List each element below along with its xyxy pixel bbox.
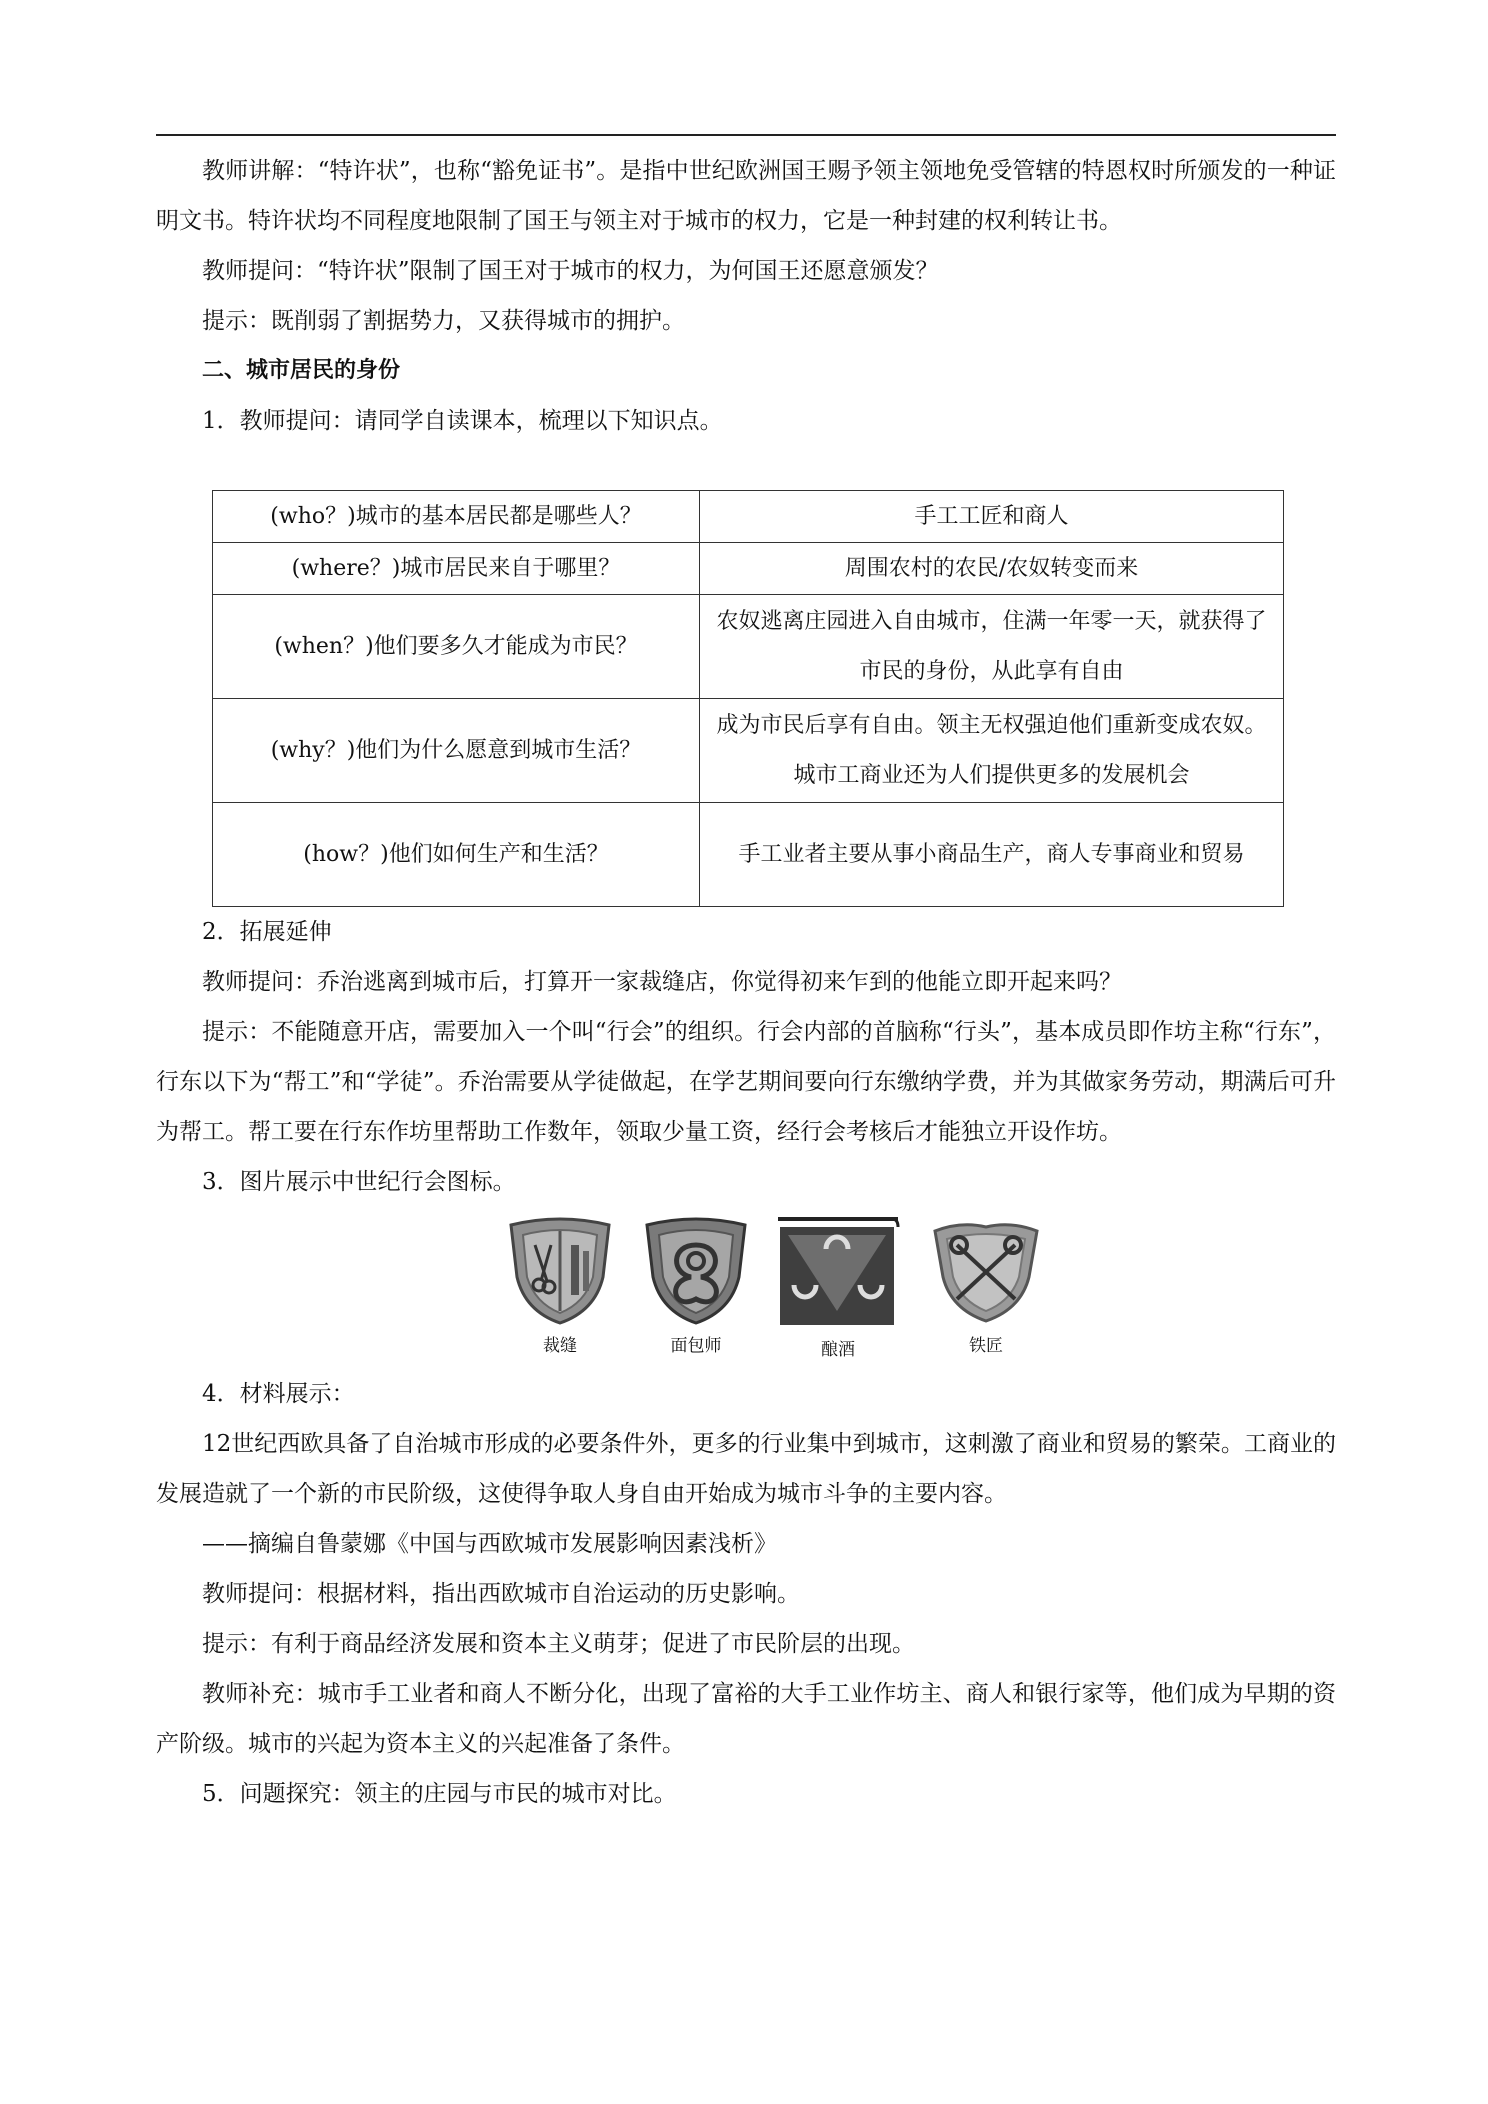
- guild-emblem-brewer: [774, 1215, 902, 1363]
- brewer-sign-icon: [774, 1215, 902, 1331]
- paragraph-teacher-supplement: 教师补充：城市手工业者和商人不断分化，出现了富裕的大手工业作坊主、商人和银行家等，他们成为早期的资产阶级。城市的兴起为资本主义的兴起准备了条件。: [156, 1681, 1336, 1757]
- guild-emblem-blacksmith: [924, 1215, 1048, 1359]
- spacer: [156, 446, 1336, 482]
- table-row: [213, 595, 1284, 699]
- material-source: ——摘编自鲁蒙娜《中国与西欧城市发展影响因素浅析》: [202, 1531, 777, 1557]
- tailor-shield-icon: [505, 1215, 615, 1327]
- table-row: [213, 491, 1284, 543]
- guild-emblem-tailor: [498, 1215, 622, 1359]
- guild-emblem-baker: [634, 1215, 758, 1359]
- table-cell-answer: 手工工匠和商人: [700, 491, 1284, 543]
- table-row: [213, 699, 1284, 803]
- list-item-4: 4．材料展示：: [202, 1381, 355, 1407]
- paragraph-teacher-question-2: 教师提问：乔治逃离到城市后，打算开一家裁缝店，你觉得初来乍到的他能立即开起来吗？: [202, 969, 1122, 995]
- list-item-2: 2．拓展延伸: [202, 919, 332, 945]
- table-row: [213, 803, 1284, 907]
- emblem-caption: 面包师: [670, 1336, 722, 1356]
- guild-emblems-figure: [156, 1215, 1336, 1365]
- paragraph-teacher-question-3: 教师提问：根据材料，指出西欧城市自治运动的历史影响。: [202, 1581, 800, 1607]
- emblem-caption: 裁缝: [543, 1336, 577, 1356]
- knowledge-table: [212, 490, 1284, 907]
- table-cell-answer: 手工业者主要从事小商品生产，商人专事商业和贸易: [700, 803, 1284, 907]
- emblem-caption: 铁匠: [969, 1336, 1003, 1356]
- table-cell-question: (when？)他们要多久才能成为市民？: [213, 595, 700, 699]
- baker-shield-icon: [641, 1215, 751, 1327]
- paragraph-hint-3: 提示：有利于商品经济发展和资本主义萌芽；促进了市民阶层的出现。: [202, 1631, 915, 1657]
- paragraph-charter-explanation: 教师讲解：“特许状”，也称“豁免证书”。是指中世纪欧洲国王赐予领主领地免受管辖的特恩权时所颁发的一种证明文书。特许状均不同程度地限制了国王与领主对于城市的权力，它是一种封建的权利转让书。: [156, 158, 1336, 234]
- table-cell-question: (why？)他们为什么愿意到城市生活？: [213, 699, 700, 803]
- paragraph-hint-2: 提示：不能随意开店，需要加入一个叫“行会”的组织。行会内部的首脑称“行头”，基本成员即作坊主称“行东”，行东以下为“帮工”和“学徒”。乔治需要从学徒做起，在学艺期间要向行东缴纳学费，并为其做家务劳动，期满后可升为帮工。帮工要在行东作坊里帮助工作数年，领取少量工资，经行会考核后才能独立开设作坊。: [156, 1019, 1336, 1145]
- paragraph-hint-1: 提示：既削弱了割据势力，又获得城市的拥护。: [202, 308, 685, 334]
- blacksmith-shield-icon: [931, 1215, 1041, 1327]
- table-cell-question: (how？)他们如何生产和生活？: [213, 803, 700, 907]
- paragraph-teacher-question-1: 教师提问：“特许状”限制了国王对于城市的权力，为何国王还愿意颁发？: [202, 258, 939, 284]
- list-item-1: 1．教师提问：请同学自读课本，梳理以下知识点。: [202, 408, 723, 434]
- section-heading-2: 二、城市居民的身份: [202, 358, 401, 383]
- table-cell-question: (who？)城市的基本居民都是哪些人？: [213, 491, 700, 543]
- table-cell-answer: 成为市民后享有自由。领主无权强迫他们重新变成农奴。城市工商业还为人们提供更多的发展机会: [700, 699, 1284, 803]
- paragraph-material: 12世纪西欧具备了自治城市形成的必要条件外，更多的行业集中到城市，这刺激了商业和贸易的繁荣。工商业的发展造就了一个新的市民阶级，这使得争取人身自由开始成为城市斗争的主要内容。: [156, 1431, 1336, 1507]
- table-cell-answer: 农奴逃离庄园进入自由城市，住满一年零一天，就获得了市民的身份，从此享有自由: [700, 595, 1284, 699]
- header-rule: [156, 134, 1336, 136]
- document-body: [156, 146, 1336, 1819]
- table-cell-question: (where？)城市居民来自于哪里？: [213, 543, 700, 595]
- emblem-caption: 酿酒: [821, 1340, 855, 1360]
- list-item-5: 5．问题探究：领主的庄园与市民的城市对比。: [202, 1781, 677, 1807]
- table-cell-answer: 周围农村的农民/农奴转变而来: [700, 543, 1284, 595]
- list-item-3: 3．图片展示中世纪行会图标。: [202, 1169, 516, 1195]
- table-row: [213, 543, 1284, 595]
